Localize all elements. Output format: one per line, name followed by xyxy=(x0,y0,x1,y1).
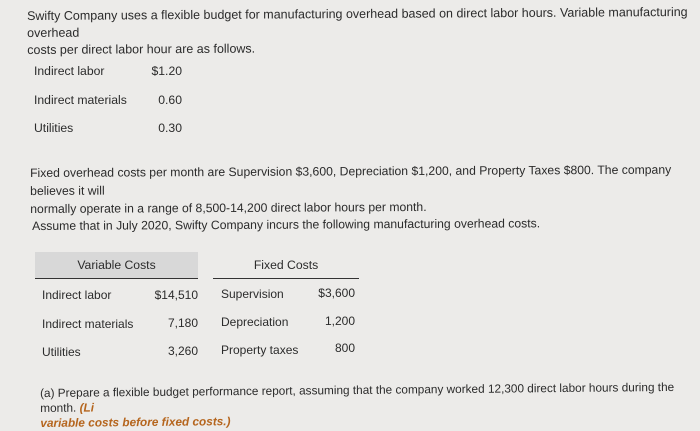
table-fix-value: 800 xyxy=(334,341,355,355)
question-note-line-2: variable costs before fixed costs.) xyxy=(40,414,231,430)
fixed-line-2: normally operate in a range of 8,500-14,200 direct labor hours per month. xyxy=(30,199,427,216)
table-fix-value: $3,600 xyxy=(318,286,355,300)
rate-value: $1.20 xyxy=(151,64,182,78)
variable-costs-header: Variable Costs xyxy=(35,252,198,279)
intro-line-2: costs per direct labor hour are as follows. xyxy=(27,41,256,57)
table-var-label: Indirect labor xyxy=(42,288,112,302)
question-main-text: (a) Prepare a flexible budget performance report, assuming that the company worked 12,300 direct labor hours during the month. xyxy=(40,379,675,415)
rate-row-utilities xyxy=(34,121,194,137)
rate-label: Indirect labor xyxy=(34,64,105,78)
question-note-start: (Li xyxy=(79,400,95,415)
assume-paragraph: Assume that in July 2020, Swifty Company incurs the following manufacturing overhead costs. xyxy=(32,216,541,233)
table-var-value: $14,510 xyxy=(154,288,198,302)
rate-row-indirect-labor xyxy=(34,64,194,80)
table-var-value: 7,180 xyxy=(167,316,198,330)
table-fix-label: Depreciation xyxy=(221,315,289,329)
rate-row-indirect-materials xyxy=(34,93,194,109)
fixed-costs-header: Fixed Costs xyxy=(213,252,359,279)
rate-value: 0.60 xyxy=(158,93,182,107)
table-var-label: Utilities xyxy=(42,345,81,359)
fixed-costs-paragraph xyxy=(30,161,698,218)
rate-label: Utilities xyxy=(34,121,74,135)
question-a xyxy=(40,380,700,431)
table-fix-label: Supervision xyxy=(221,287,284,301)
fixed-line-1: Fixed overhead costs per month are Supervision $3,600, Depreciation $1,200, and Property Taxes $800. The company believes it will xyxy=(30,162,672,198)
table-fix-value: 1,200 xyxy=(324,314,355,328)
table-var-label: Indirect materials xyxy=(42,317,134,331)
intro-text xyxy=(27,4,697,59)
rate-value: 0.30 xyxy=(158,121,182,135)
table-var-value: 3,260 xyxy=(167,344,198,358)
table-fix-label: Property taxes xyxy=(221,343,299,357)
rate-label: Indirect materials xyxy=(34,93,127,107)
intro-line-1: Swifty Company uses a flexible budget for manufacturing overhead based on direct labor hours. Variable manufacturing overhead xyxy=(27,4,688,40)
overhead-costs-table xyxy=(35,252,365,372)
